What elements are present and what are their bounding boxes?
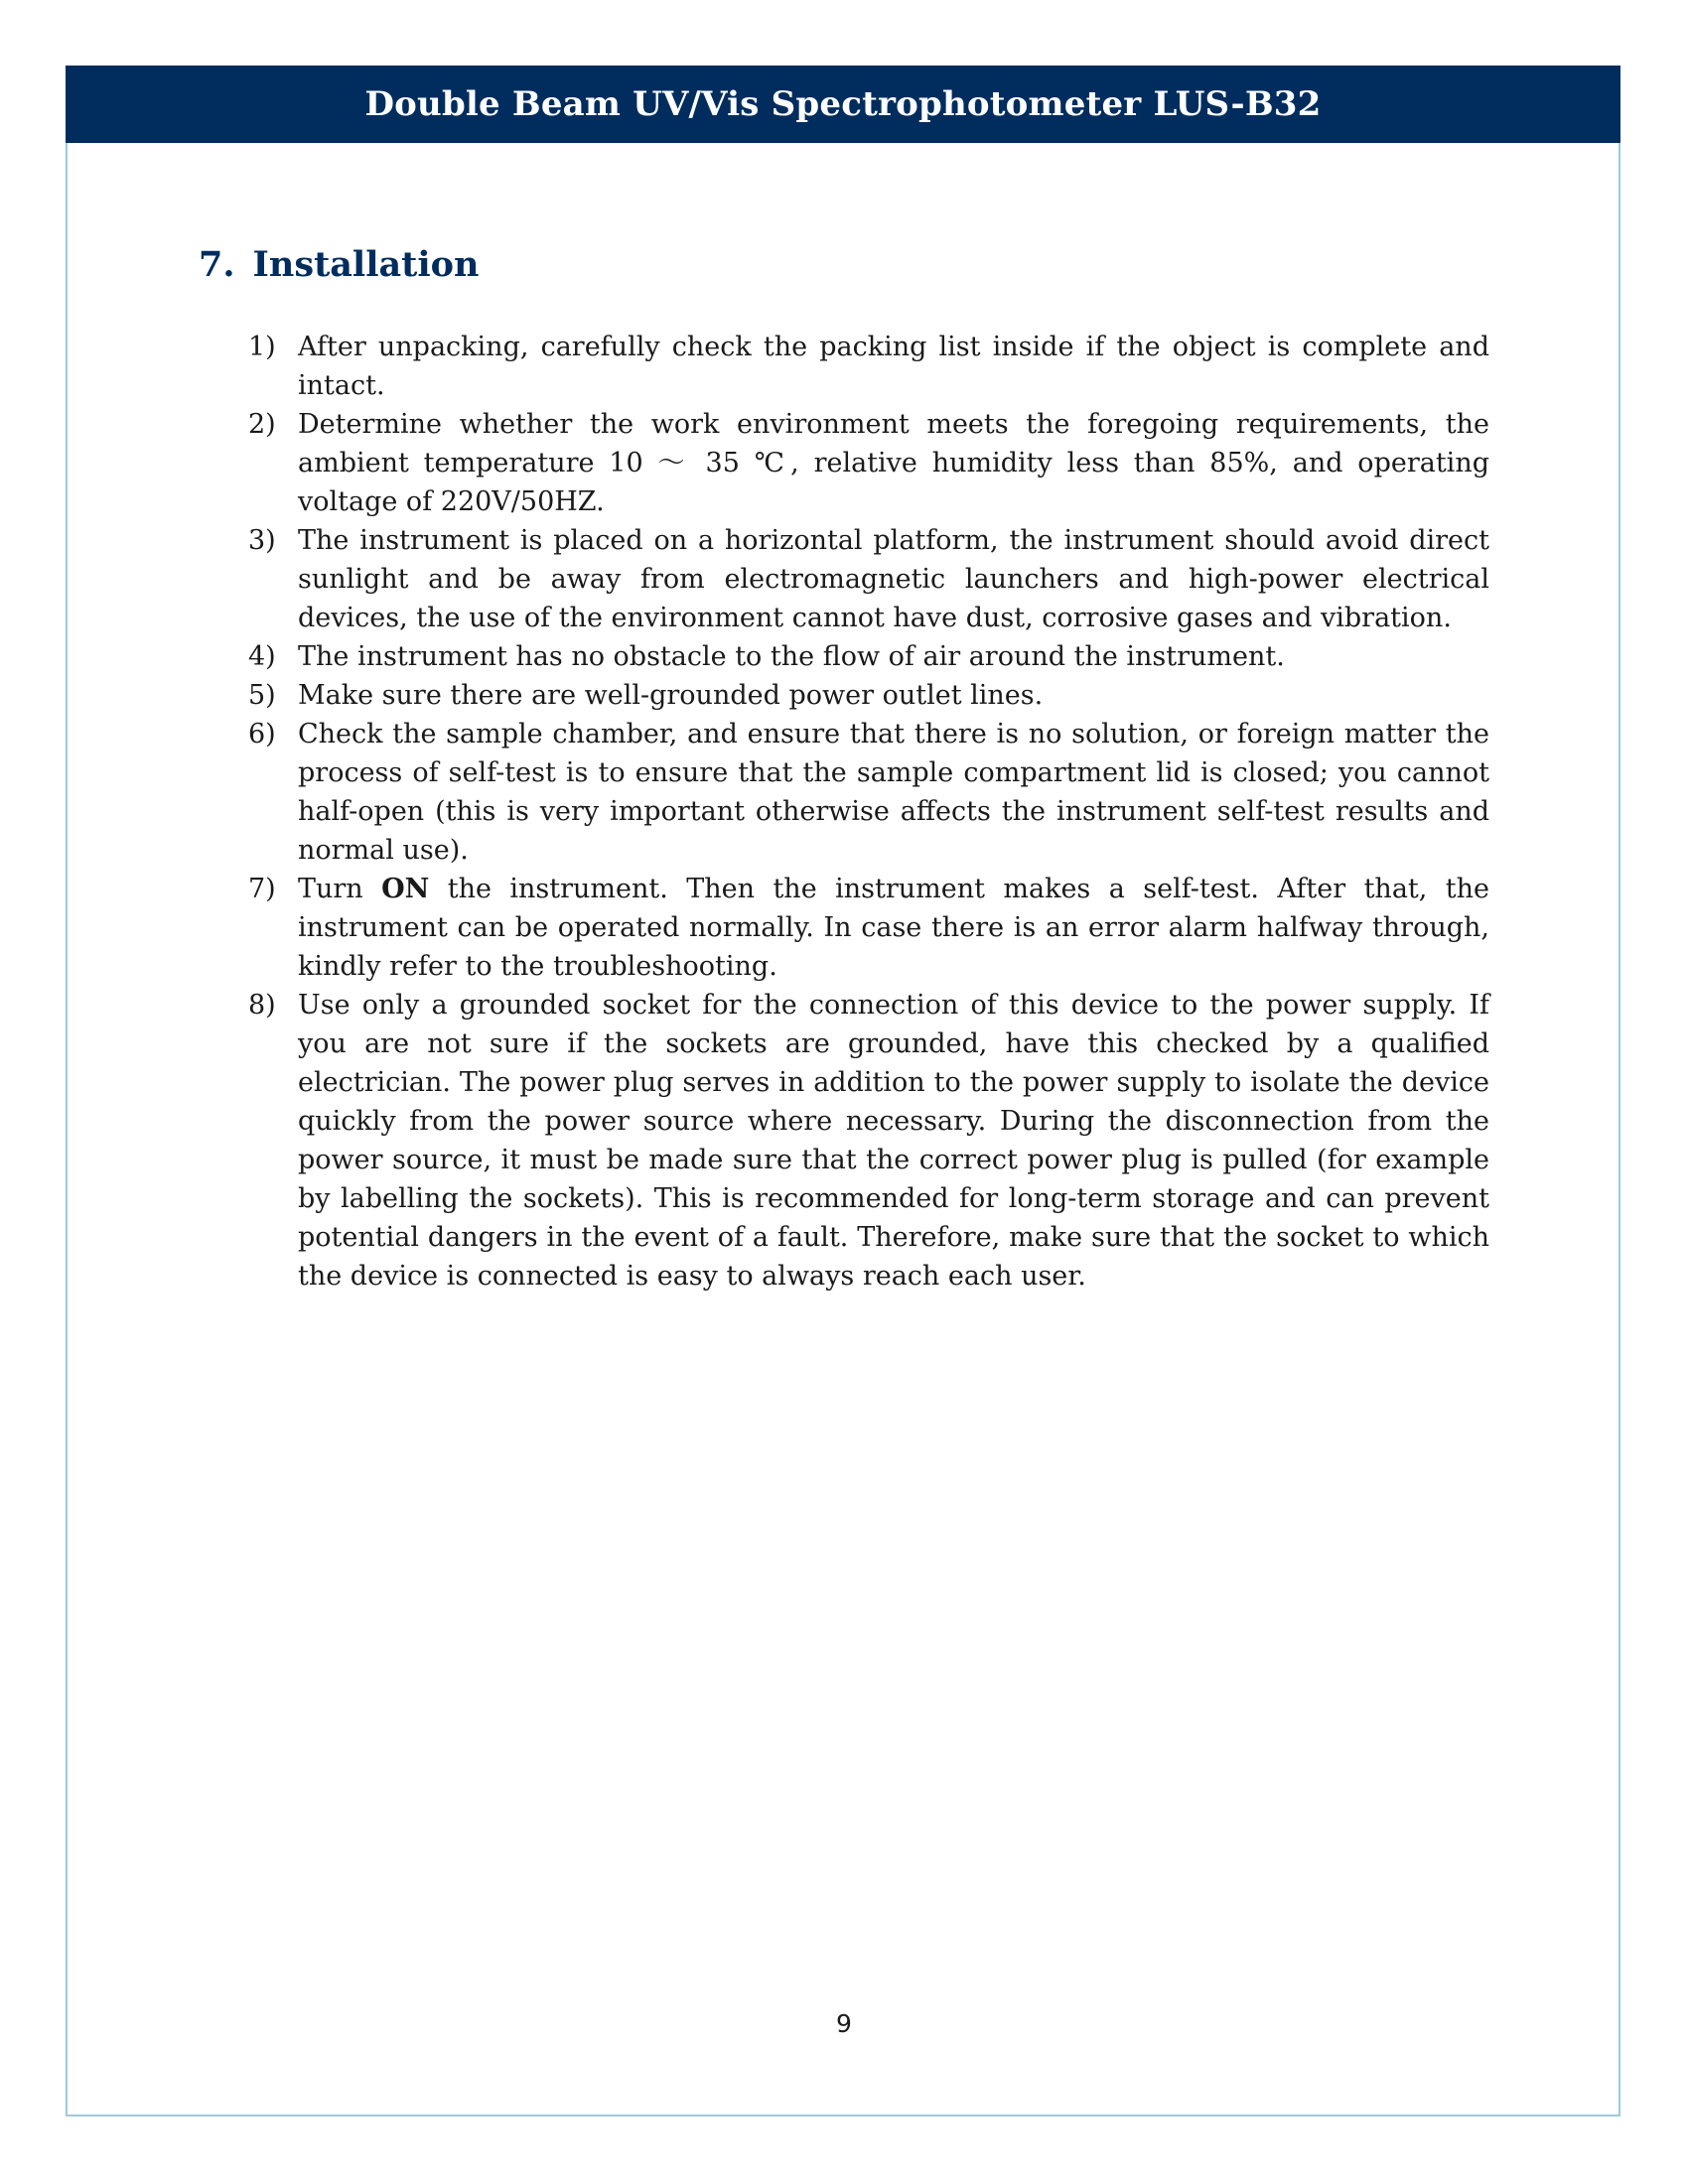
step-text: Check the sample chamber, and ensure that there is no solution, or foreign matter the process of self-test is to ensure that the sample compartment lid is closed; you cannot half-open (this is very important otherwise affects the instrument self-test results and normal use). [298,719,1489,866]
on-keyword: ON [381,874,430,904]
step-text: Determine whether the work environment meets the foregoing requirements, the ambient temperature 10 ～ 35 ℃, relative humidity less than 85%, and operating voltage of 220V/50HZ. [298,409,1489,517]
step-number: 3) [248,525,276,556]
step-number: 1) [248,332,276,362]
step-text: Make sure there are well-grounded power outlet lines. [298,680,1044,711]
step-number: 2) [248,409,276,440]
document-title: Double Beam UV/Vis Spectrophotometer LUS-B32 [364,84,1322,124]
step-number: 8) [248,990,276,1021]
header-bar [66,66,1620,143]
step-2 [248,405,1489,521]
section-title: Installation [252,244,480,285]
step-number: 4) [248,641,276,672]
step-3 [248,521,1489,637]
step-number: 5) [248,680,276,711]
step-4 [248,637,1489,676]
step-text: After unpacking, carefully check the packing list inside if the object is complete and intact. [298,332,1489,401]
step-8 [248,986,1489,1296]
installation-steps [248,328,1489,1296]
page-number: 9 [836,2009,852,2038]
section-heading [199,244,479,285]
step-text: The instrument has no obstacle to the flow of air around the instrument. [298,641,1285,672]
step-text: The instrument is placed on a horizontal platform, the instrument should avoid direct sunlight and be away from electromagnetic launchers and high-power electrical devices, the use of the environment cannot have dust, corrosive gases and vibration. [298,525,1489,633]
step-text [298,870,1489,986]
step-text: Use only a grounded socket for the connection of this device to the power supply. If you are not sure if the sockets are grounded, have this checked by a qualified electrician. The power plug serves in addition to the power supply to isolate the device quickly from the power source where necessary. During the disconnection from the power source, it must be made sure that the correct power plug is pulled (for example by labelling the sockets). This is recommended for long-term storage and can prevent potential dangers in the event of a fault. Therefore, make sure that the socket to which the device is connected is easy to always reach each user. [298,990,1489,1292]
step-number: 6) [248,719,276,750]
step-text-after: the instrument. Then the instrument makes a self-test. After that, the instrument can be operated normally. In case there is an error alarm halfway through, kindly refer to the troubleshooting. [298,874,1489,982]
step-5 [248,676,1489,715]
section-number: 7. [199,244,235,285]
step-number: 7) [248,874,276,904]
step-1 [248,328,1489,405]
step-text-before: Turn [298,874,382,904]
step-6 [248,715,1489,870]
step-7 [248,870,1489,986]
